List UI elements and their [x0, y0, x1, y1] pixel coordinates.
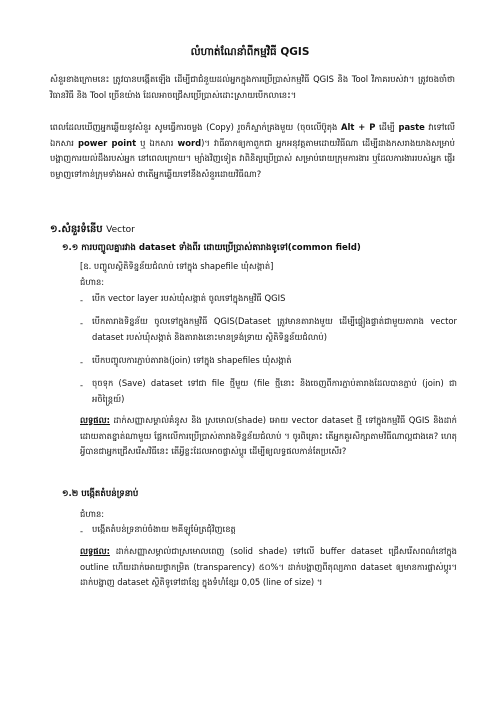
challenge-paragraph [80, 544, 457, 591]
intro-paragraph-1: សំនួរខាងក្រោមនេះ ត្រូវបានបង្កើតឡើង ដើម្បីជាជំនួយដល់អ្នកក្នុងការប្រើប្រាស់កម្មវិធី QGIS និង Tool វិភាគរបស់វា។ ត្រូវចងចាំថា វិធានវិធី និង Tool ច្រើនយ៉ាង ដែលអាចជ្រើសប្រើប្រាស់ដោះស្រាយបើកលានេះ។ [50, 74, 455, 100]
section-number: ១. [50, 224, 62, 235]
page-title: លំហាត់ណែនាំពីកម្មវិធី QGIS [190, 46, 310, 58]
challenge-text: ដាក់សញ្ញាសម្គាល់ជាស្រមោលពេញ (solid shade) ទៅលើ buffer dataset ជ្រើសរើសពណ៌នៅក្នុង outline ហើយដាក់អោយថ្លាកម្រិត (transparency) ៥០%។ ដាក់បង្ហាញពីតុល្យភាព dataset ឲ្យមានការផ្លាស់ប្តូរ។ ដាក់បង្ហាញ dataset ស្ថិតិទូទៅជាខ្សែ ក្នុងទំហំខ្សែរ 0,05 (line of size) ។ [80, 546, 457, 588]
intro-text: )។ វាធីឆាកឲ្យកាពួកជា អ្នកអនុវត្តតាមដោយវិធីណា ដើម្បីដាងកសរាងយាងសម្រាប់បង្ហាញការយល់ដឹងរបស់អ្នក នៅពេលក្រោយ។ ម្យ៉ាងវិញទៀត វាពិនិត្យប្រើប្រាស់ សម្រាប់រោយក្រុមការងារ ឬដែលការងាររបស់អ្នក ផ្ញើរចម្លាញទៅកាន់ក្រុមទាំងអស់ ថាតើអ្នកឆ្លើយទៅនឹងសំនួរដោយវិធីណា? [50, 137, 455, 179]
list-item: បង្កើតតំបន់ទ្រនាប់ចំងាយ ២គីឡូម៉ែត្រជុំវិញខេត្ត [92, 524, 236, 534]
bullet-marker: - [80, 357, 84, 367]
bullet-marker: - [80, 380, 84, 390]
steps-label: ជំហាន: [80, 509, 105, 519]
intro-text: ពេលដែលឃើញអ្នកឆ្លើយនូវសំនួរ សូមធ្វើការចម្លង (Copy) រួចក៏ស្ទាក់គ្រងមួយ (ចុចលើប៊ូតុង [50, 122, 342, 132]
list-item: បើក vector layer របស់ឃុំសង្កាត់ ចូលទៅក្នុងកម្មវិធី QGIS [92, 293, 286, 303]
challenge-text: ដាក់សញ្ញាសម្គាល់គំនូស និង ស្រមោល(shade) អោយ vector dataset ថ្មី ទៅក្នុងកម្មវិធី QGIS និងដាក់ ដោយតាតខ្នាត់ណាមួយ ផ្អែកលើការប្រើប្រាស់តារាងទិន្នន័យជំលាប់ ។ ចូរពិគ្រោះ តើអ្នកគួរសិក្សាតាមវិធីណាល្អជាងគេ? ហេតុអ្វីបានជាអ្នកជ្រើសរើសវិធីនេះ តើអ្វីខ្លះដែលអាចផ្លាស់ប្តូរ ដើម្បីឲ្យលទ្ធផលកាន់តែប្រសើរ? [80, 415, 457, 457]
intro-text: ឬ ឯកសារ [136, 137, 178, 148]
section-title: សំនួរទំនើប [61, 224, 103, 235]
subsection-number: ១.២ [62, 489, 79, 499]
bullet-marker: - [80, 526, 84, 536]
subsection-title-part: ទាំងពីរ ដោយប្រើប្រាស់តារាងទូទៅ [175, 243, 288, 253]
section-title-en: Vector [106, 225, 135, 235]
list-item: បើកតារាងទិន្នន័យ ចូលទៅក្នុងកម្មវិធី QGIS(Dataset ត្រូវមានតារាងមួយ ដើម្បីផ្ទៀងផ្ទាត់ជាមួយតារាង vector dataset របស់ឃុំសង្កាត់ និងតារាងនោះមានទ្រង់ទ្រាយ ស្ថិតិទិន្នន័យជំលាប់) [92, 316, 457, 342]
subsection-title-part: ការបញ្ចូលគ្នារវាង [81, 243, 139, 253]
bullet-marker: - [80, 295, 84, 305]
paste-keyword: paste [398, 122, 425, 132]
subsection-title: បង្កើតតំបន់ទ្រនាប់ [81, 489, 139, 499]
intro-paragraph-2 [50, 120, 455, 182]
example-note: [ឧ. បញ្ចូលស្ថិតិទិន្នន័យជំលាប់ ទៅក្នុង shapefile ឃុំសង្កាត់] [80, 261, 274, 271]
shortcut-key: Alt + P [341, 122, 376, 132]
subsection-title-part: dataset [138, 243, 176, 253]
challenge-label: លទ្ធផល: [80, 415, 110, 425]
subsection-1-1-heading [62, 243, 361, 255]
subsection-title-part: (common field) [287, 243, 361, 253]
intro-text: វាទៅលើឯកសារ [50, 122, 456, 148]
word-keyword: word [177, 137, 202, 148]
subsection-number: ១.១ [62, 243, 79, 253]
intro-text: ដើម្បី [375, 122, 399, 132]
subsection-1-2-heading [62, 489, 138, 501]
challenge-paragraph [80, 413, 457, 460]
list-item: បើកបញ្ចូលការភ្ជាប់តារាង(join) ទៅក្នុង shapefiles ឃុំសង្កាត់ [92, 355, 292, 365]
bullet-marker: - [80, 318, 84, 328]
steps-label: ជំហាន: [80, 277, 105, 287]
list-item: ចុចទុក (Save) dataset ទៅជា file ថ្មីមួយ (file ថ្មីនោះ និងចេញពីការភ្ជាប់តារាងដែលបានភ្ជាប់ (join) ជាអចិន្ត្រៃយ៍) [92, 378, 457, 404]
challenge-label: លទ្ធផល: [80, 546, 110, 556]
powerpoint-keyword: power point [77, 137, 137, 148]
section-1-heading [50, 222, 135, 237]
